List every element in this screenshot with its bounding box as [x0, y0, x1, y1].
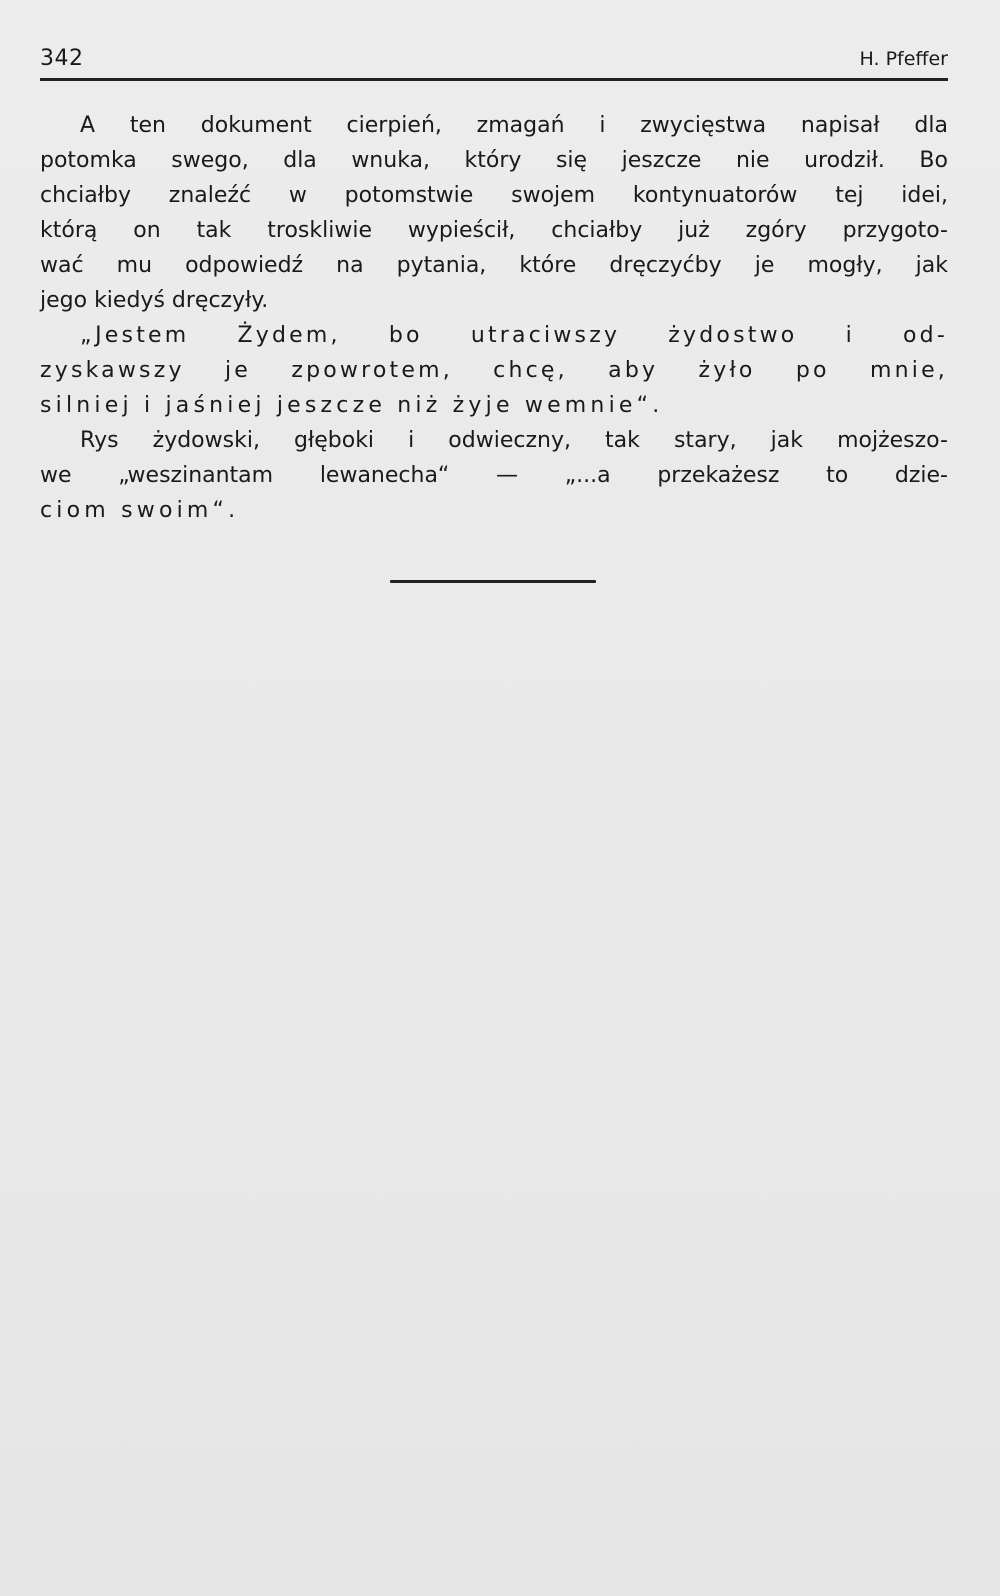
paragraph-2-line-2: zyskawszy je zpowrotem, chcę, aby żyło po mnie,	[40, 358, 948, 383]
header-rule	[40, 78, 948, 81]
paragraph-2-line-1: „Jestem Żydem, bo utraciwszy żydostwo i od-	[80, 323, 948, 348]
paragraph-1-line-4: którą on tak troskliwie wypieścił, chciałby już zgóry przygoto-	[40, 218, 948, 243]
page-header	[40, 46, 948, 76]
paragraph-1-line-2: potomka swego, dla wnuka, który się jeszcze nie urodził. Bo	[40, 148, 948, 173]
paragraph-2-line-3: silniej i jaśniej jeszcze niż żyje wemnie“.	[40, 393, 664, 418]
paragraph-1-line-3: chciałby znaleźć w potomstwie swojem kontynuatorów tej idei,	[40, 183, 948, 208]
paragraph-1-line-5: wać mu odpowiedź na pytania, które dręczyćby je mogły, jak	[40, 253, 948, 278]
paragraph-3-line-2: we „weszinantam lewanecha“ — „...a przekażesz to dzie-	[40, 463, 948, 488]
paragraph-1-line-1: A ten dokument cierpień, zmagań i zwycięstwa napisał dla	[80, 113, 948, 138]
body-text	[40, 108, 948, 528]
paragraph-1-line-6: jego kiedyś dręczyły.	[40, 288, 269, 313]
running-head: H. Pfeffer	[859, 48, 948, 70]
page-number: 342	[40, 46, 84, 71]
paragraph-3-line-1: Rys żydowski, głęboki i odwieczny, tak stary, jak mojżeszo-	[80, 428, 948, 453]
end-rule	[390, 580, 596, 583]
paragraph-3-line-3: ciom swoim“.	[40, 498, 240, 523]
